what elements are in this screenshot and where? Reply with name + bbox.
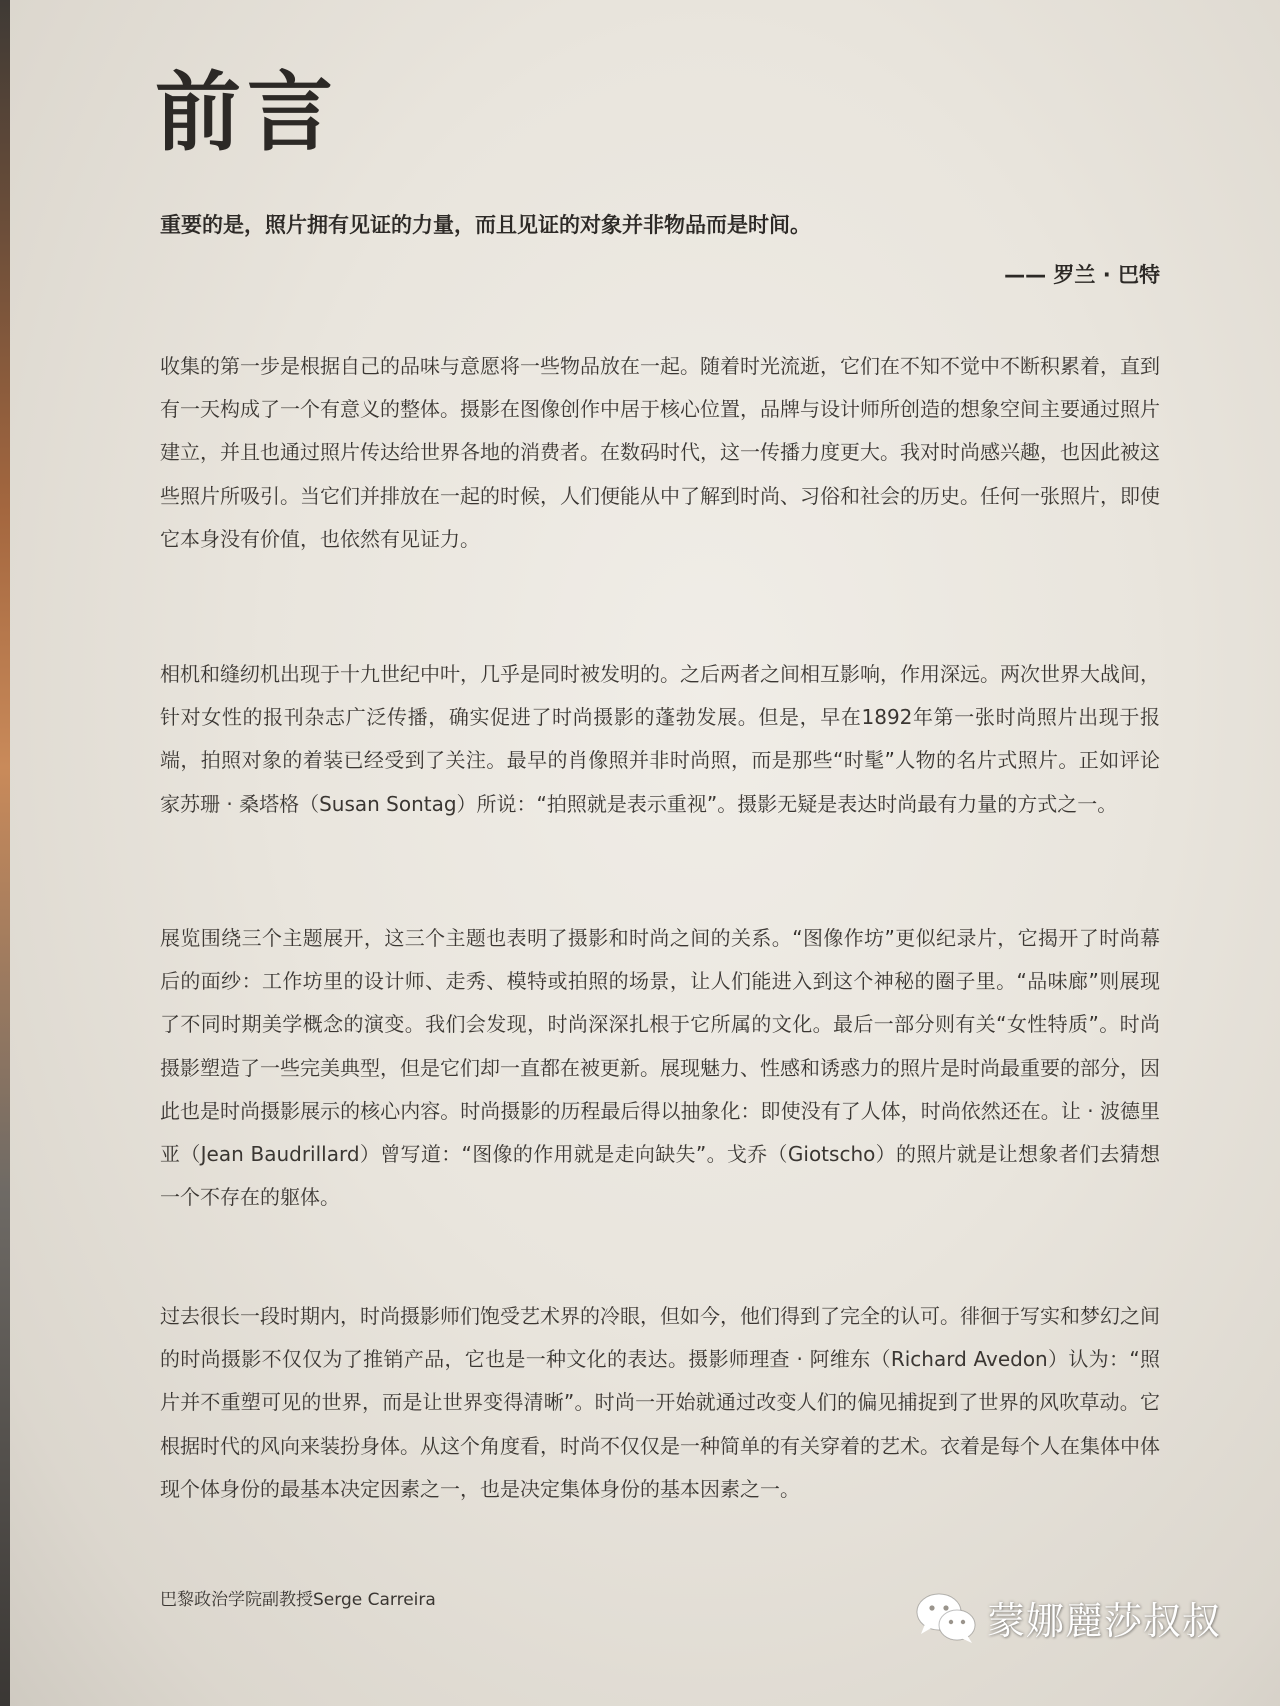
author-credit: 巴黎政治学院副教授Serge Carreira: [160, 1590, 436, 1610]
paragraph-4: 过去很长一段时期内，时尚摄影师们饱受艺术界的冷眼，但如今，他们得到了完全的认可。徘徊于写实和梦幻之间的时尚摄影不仅仅为了推销产品，它也是一种文化的表达。摄影师理查 · 阿维东（Richard Avedon）认为：“照片并不重塑可见的世界，而是让世界变得清晰”。时尚一开始就通过改变人们的偏见捕捉到了世界的风吹草动。它根据时代的风向来装扮身体。从这个角度看，时尚不仅仅是一种简单的有关穿着的艺术。衣着是每个人在集体中体现个体身份的最基本决定因素之一，也是决定集体身份的基本因素之一。: [160, 1304, 1160, 1501]
watermark: [915, 1590, 1221, 1645]
watermark-text: 蒙娜麗莎叔叔: [987, 1599, 1222, 1643]
paragraph-1: 收集的第一步是根据自己的品味与意愿将一些物品放在一起。随着时光流逝，它们在不知不觉中不断积累着，直到有一天构成了一个有意义的整体。摄影在图像创作中居于核心位置，品牌与设计师所创造的想象空间主要通过照片建立，并且也通过照片传达给世界各地的消费者。在数码时代，这一传播力度更大。我对时尚感兴趣，也因此被这些照片所吸引。当它们并排放在一起的时候，人们便能从中了解到时尚、习俗和社会的历史。任何一张照片，即使它本身没有价值，也依然有见证力。: [160, 354, 1160, 551]
epigraph-quote: 重要的是，照片拥有见证的力量，而且见证的对象并非物品而是时间。: [160, 213, 811, 237]
paragraph-2: 相机和缝纫机出现于十九世纪中叶，几乎是同时被发明的。之后两者之间相互影响，作用深远。两次世界大战间，针对女性的报刊杂志广泛传播，确实促进了时尚摄影的蓬勃发展。但是，早在1892年第一张时尚照片出现于报端，拍照对象的着装已经受到了关注。最早的肖像照并非时尚照，而是那些“时髦”人物的名片式照片。正如评论家苏珊 · 桑塔格（Susan Sontag）所说：“拍照就是表示重视”。摄影无疑是表达时尚最有力量的方式之一。: [160, 662, 1160, 816]
background-edge: [0, 0, 10, 1706]
wechat-icon: [915, 1592, 977, 1644]
placard-title: 前言: [155, 62, 339, 163]
paragraph-3: 展览围绕三个主题展开，这三个主题也表明了摄影和时尚之间的关系。“图像作坊”更似纪录片，它揭开了时尚幕后的面纱：工作坊里的设计师、走秀、模特或拍照的场景，让人们能进入到这个神秘的圈子里。“品味廊”则展现了不同时期美学概念的演变。我们会发现，时尚深深扎根于它所属的文化。最后一部分则有关“女性特质”。时尚摄影塑造了一些完美典型，但是它们却一直都在被更新。展现魅力、性感和诱惑力的照片是时尚最重要的部分，因此也是时尚摄影展示的核心内容。时尚摄影的历程最后得以抽象化：即使没有了人体，时尚依然还在。让 · 波德里亚（Jean Baudrillard）曾写道：“图像的作用就是走向缺失”。戈乔（Giotscho）的照片就是让想象者们去猜想一个不存在的躯体。: [160, 926, 1160, 1210]
epigraph-attribution: —— 罗兰 · 巴特: [1004, 263, 1160, 287]
